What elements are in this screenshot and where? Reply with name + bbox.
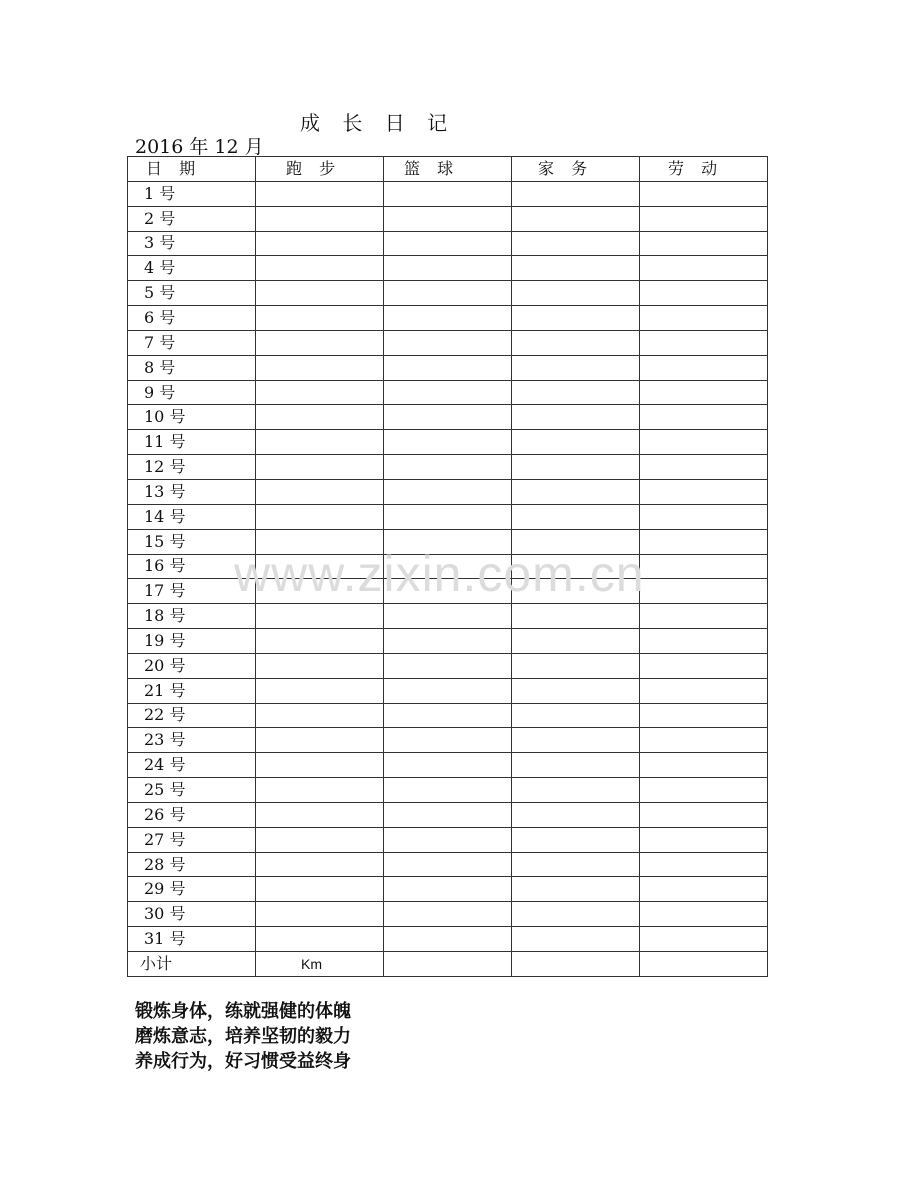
table-row [128, 206, 768, 231]
header-row [128, 157, 768, 182]
labor-cell[interactable] [640, 827, 768, 852]
housework-cell[interactable] [512, 405, 640, 430]
day-label: 2 号 [128, 206, 256, 231]
header-labor: 劳 动 [640, 157, 768, 182]
motto-line: 锻炼身体，练就强健的体魄 [135, 1001, 351, 1022]
labor-cell[interactable] [640, 430, 768, 455]
labor-cell[interactable] [640, 802, 768, 827]
running-cell[interactable] [256, 653, 384, 678]
table-row [128, 653, 768, 678]
housework-cell[interactable] [512, 380, 640, 405]
basketball-cell[interactable] [384, 703, 512, 728]
day-label: 14 号 [128, 504, 256, 529]
basketball-cell[interactable] [384, 330, 512, 355]
labor-cell[interactable] [640, 604, 768, 629]
running-cell[interactable] [256, 430, 384, 455]
day-label: 17 号 [128, 579, 256, 604]
running-cell[interactable] [256, 927, 384, 952]
month-heading: 2016 年 12 月 [135, 136, 264, 158]
housework-cell[interactable] [512, 306, 640, 331]
labor-cell[interactable] [640, 281, 768, 306]
basketball-cell[interactable] [384, 902, 512, 927]
table-row [128, 455, 768, 480]
housework-cell[interactable] [512, 256, 640, 281]
basketball-subtotal-cell[interactable] [384, 952, 512, 977]
table-row [128, 281, 768, 306]
basketball-cell[interactable] [384, 827, 512, 852]
housework-cell[interactable] [512, 778, 640, 803]
table-row [128, 479, 768, 504]
labor-cell[interactable] [640, 504, 768, 529]
labor-cell[interactable] [640, 355, 768, 380]
table-row [128, 330, 768, 355]
running-cell[interactable] [256, 604, 384, 629]
housework-cell[interactable] [512, 455, 640, 480]
header-date: 日 期 [128, 157, 256, 182]
running-cell[interactable] [256, 802, 384, 827]
table-row [128, 778, 768, 803]
housework-cell[interactable] [512, 281, 640, 306]
running-cell[interactable] [256, 405, 384, 430]
basketball-cell[interactable] [384, 629, 512, 654]
day-label: 12 号 [128, 455, 256, 480]
day-label: 30 号 [128, 902, 256, 927]
basketball-cell[interactable] [384, 728, 512, 753]
housework-cell[interactable] [512, 629, 640, 654]
day-label: 21 号 [128, 678, 256, 703]
labor-cell[interactable] [640, 256, 768, 281]
running-cell[interactable] [256, 703, 384, 728]
table-row [128, 902, 768, 927]
running-cell[interactable] [256, 256, 384, 281]
table-row [128, 355, 768, 380]
housework-cell[interactable] [512, 206, 640, 231]
basketball-cell[interactable] [384, 455, 512, 480]
running-cell[interactable] [256, 778, 384, 803]
running-cell[interactable] [256, 181, 384, 206]
day-label: 23 号 [128, 728, 256, 753]
table-row [128, 877, 768, 902]
subtotal-row [128, 952, 768, 977]
basketball-cell[interactable] [384, 355, 512, 380]
running-cell[interactable] [256, 629, 384, 654]
labor-cell[interactable] [640, 554, 768, 579]
day-label: 29 号 [128, 877, 256, 902]
housework-cell[interactable] [512, 430, 640, 455]
table-row [128, 504, 768, 529]
day-label: 4 号 [128, 256, 256, 281]
basketball-cell[interactable] [384, 405, 512, 430]
day-label: 25 号 [128, 778, 256, 803]
basketball-cell[interactable] [384, 256, 512, 281]
housework-cell[interactable] [512, 852, 640, 877]
labor-cell[interactable] [640, 479, 768, 504]
labor-cell[interactable] [640, 778, 768, 803]
housework-subtotal-cell[interactable] [512, 952, 640, 977]
day-label: 13 号 [128, 479, 256, 504]
day-label: 24 号 [128, 753, 256, 778]
basketball-cell[interactable] [384, 653, 512, 678]
watermark: www.zixin.com.cn [234, 546, 645, 602]
day-label: 6 号 [128, 306, 256, 331]
running-cell[interactable] [256, 504, 384, 529]
basketball-cell[interactable] [384, 181, 512, 206]
running-cell[interactable] [256, 479, 384, 504]
basketball-cell[interactable] [384, 430, 512, 455]
housework-cell[interactable] [512, 827, 640, 852]
housework-cell[interactable] [512, 902, 640, 927]
header-housework: 家 务 [512, 157, 640, 182]
table-row [128, 852, 768, 877]
table-row [128, 753, 768, 778]
labor-cell[interactable] [640, 306, 768, 331]
day-label: 1 号 [128, 181, 256, 206]
subtotal-label: 小计 [128, 952, 256, 977]
table-row [128, 306, 768, 331]
running-cell[interactable] [256, 306, 384, 331]
labor-cell[interactable] [640, 927, 768, 952]
housework-cell[interactable] [512, 703, 640, 728]
day-label: 19 号 [128, 629, 256, 654]
day-label: 28 号 [128, 852, 256, 877]
running-cell[interactable] [256, 753, 384, 778]
day-label: 7 号 [128, 330, 256, 355]
housework-cell[interactable] [512, 678, 640, 703]
housework-cell[interactable] [512, 479, 640, 504]
housework-cell[interactable] [512, 753, 640, 778]
day-label: 5 号 [128, 281, 256, 306]
labor-cell[interactable] [640, 653, 768, 678]
basketball-cell[interactable] [384, 778, 512, 803]
basketball-cell[interactable] [384, 802, 512, 827]
table-row [128, 181, 768, 206]
table-row [128, 703, 768, 728]
labor-cell[interactable] [640, 852, 768, 877]
labor-cell[interactable] [640, 529, 768, 554]
housework-cell[interactable] [512, 231, 640, 256]
day-label: 31 号 [128, 927, 256, 952]
housework-cell[interactable] [512, 330, 640, 355]
labor-cell[interactable] [640, 579, 768, 604]
labor-cell[interactable] [640, 405, 768, 430]
running-cell[interactable] [256, 380, 384, 405]
housework-cell[interactable] [512, 604, 640, 629]
labor-cell[interactable] [640, 455, 768, 480]
running-cell[interactable] [256, 281, 384, 306]
running-cell[interactable] [256, 330, 384, 355]
day-label: 3 号 [128, 231, 256, 256]
running-cell[interactable] [256, 852, 384, 877]
table-row [128, 927, 768, 952]
table-row [128, 678, 768, 703]
table-row [128, 405, 768, 430]
day-label: 11 号 [128, 430, 256, 455]
table-row [128, 380, 768, 405]
table-row [128, 256, 768, 281]
housework-cell[interactable] [512, 504, 640, 529]
basketball-cell[interactable] [384, 877, 512, 902]
table-row [128, 231, 768, 256]
housework-cell[interactable] [512, 653, 640, 678]
basketball-cell[interactable] [384, 852, 512, 877]
housework-cell[interactable] [512, 927, 640, 952]
basketball-cell[interactable] [384, 604, 512, 629]
labor-cell[interactable] [640, 629, 768, 654]
table-row [128, 604, 768, 629]
basketball-cell[interactable] [384, 206, 512, 231]
motto-line: 养成行为，好习惯受益终身 [135, 1051, 351, 1072]
running-cell[interactable] [256, 877, 384, 902]
running-cell[interactable] [256, 728, 384, 753]
day-label: 16 号 [128, 554, 256, 579]
running-cell[interactable] [256, 206, 384, 231]
labor-subtotal-cell[interactable] [640, 952, 768, 977]
basketball-cell[interactable] [384, 306, 512, 331]
header-running: 跑 步 [256, 157, 384, 182]
table-row [128, 430, 768, 455]
running-cell[interactable] [256, 455, 384, 480]
labor-cell[interactable] [640, 181, 768, 206]
labor-cell[interactable] [640, 877, 768, 902]
table-row [128, 629, 768, 654]
labor-cell[interactable] [640, 380, 768, 405]
running-subtotal-cell[interactable]: Km [256, 952, 384, 977]
day-label: 15 号 [128, 529, 256, 554]
labor-cell[interactable] [640, 330, 768, 355]
day-label: 9 号 [128, 380, 256, 405]
day-label: 22 号 [128, 703, 256, 728]
labor-cell[interactable] [640, 206, 768, 231]
day-label: 18 号 [128, 604, 256, 629]
labor-cell[interactable] [640, 678, 768, 703]
housework-cell[interactable] [512, 728, 640, 753]
labor-cell[interactable] [640, 902, 768, 927]
housework-cell[interactable] [512, 355, 640, 380]
labor-cell[interactable] [640, 703, 768, 728]
day-label: 10 号 [128, 405, 256, 430]
basketball-cell[interactable] [384, 281, 512, 306]
running-cell[interactable] [256, 355, 384, 380]
housework-cell[interactable] [512, 181, 640, 206]
motto [135, 999, 351, 1074]
day-label: 20 号 [128, 653, 256, 678]
labor-cell[interactable] [640, 753, 768, 778]
basketball-cell[interactable] [384, 479, 512, 504]
table-row [128, 728, 768, 753]
running-cell[interactable] [256, 902, 384, 927]
running-cell[interactable] [256, 678, 384, 703]
basketball-cell[interactable] [384, 231, 512, 256]
housework-cell[interactable] [512, 877, 640, 902]
labor-cell[interactable] [640, 728, 768, 753]
basketball-cell[interactable] [384, 927, 512, 952]
day-label: 27 号 [128, 827, 256, 852]
day-label: 8 号 [128, 355, 256, 380]
housework-cell[interactable] [512, 802, 640, 827]
basketball-cell[interactable] [384, 504, 512, 529]
labor-cell[interactable] [640, 231, 768, 256]
page-title: 成 长 日 记 [300, 111, 456, 135]
running-cell[interactable] [256, 827, 384, 852]
basketball-cell[interactable] [384, 678, 512, 703]
running-cell[interactable] [256, 231, 384, 256]
basketball-cell[interactable] [384, 753, 512, 778]
table-row [128, 827, 768, 852]
table-row [128, 802, 768, 827]
motto-line: 磨炼意志，培养坚韧的毅力 [135, 1026, 351, 1047]
day-label: 26 号 [128, 802, 256, 827]
header-basketball: 篮 球 [384, 157, 512, 182]
basketball-cell[interactable] [384, 380, 512, 405]
